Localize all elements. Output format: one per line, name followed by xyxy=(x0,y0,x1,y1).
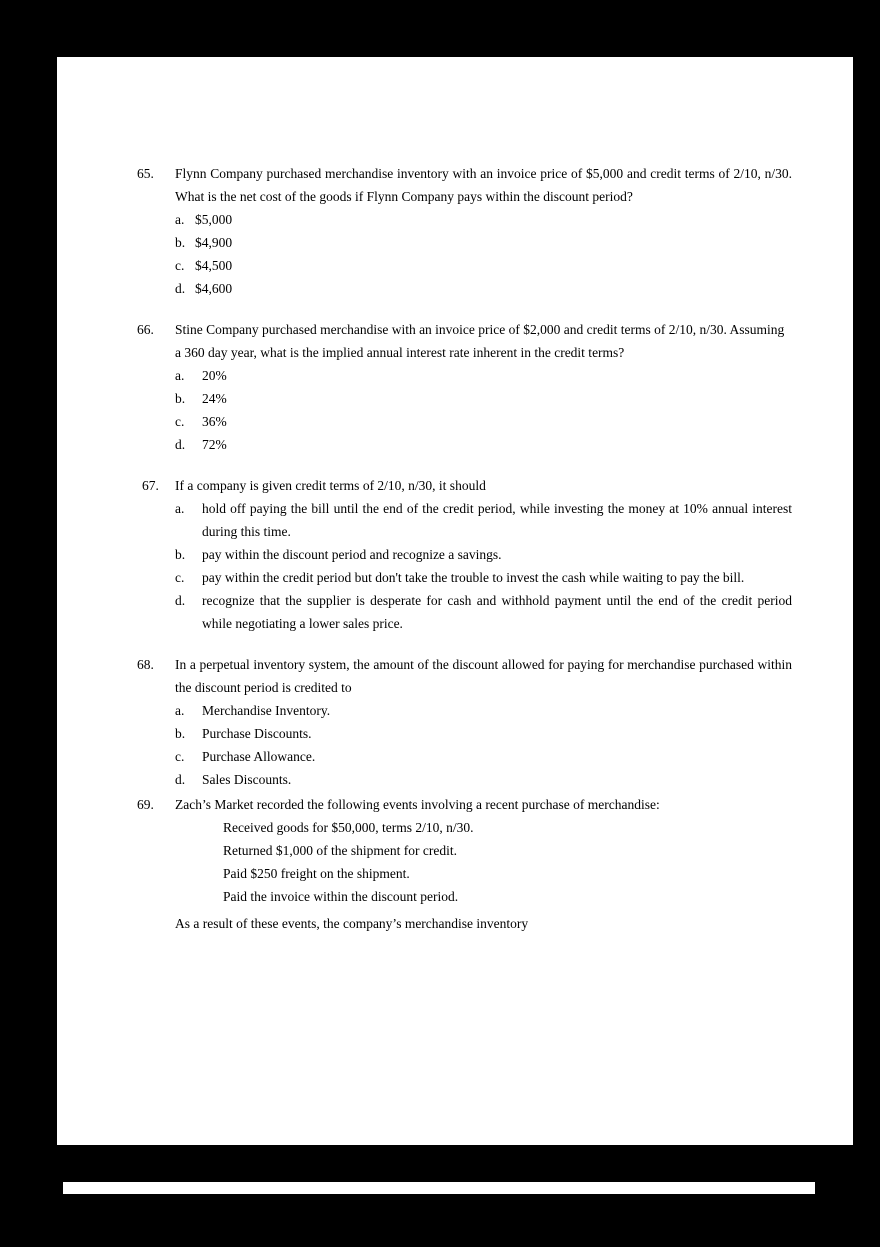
choice-text: $4,500 xyxy=(195,258,233,273)
choice-text: 72% xyxy=(202,437,227,452)
question-66 xyxy=(137,318,792,456)
event-item: Paid $250 freight on the shipment. xyxy=(223,866,410,881)
choice-item[interactable] xyxy=(175,387,792,410)
choice-list xyxy=(175,699,792,791)
question-body xyxy=(175,318,792,456)
choice-text: 24% xyxy=(202,391,227,406)
choice-letter: a. xyxy=(175,501,185,516)
choice-list xyxy=(175,208,792,300)
choice-item[interactable] xyxy=(175,543,792,566)
choice-letter: d. xyxy=(175,281,186,296)
choice-list xyxy=(175,497,792,635)
question-number: 67. xyxy=(142,478,159,493)
event-item: Paid the invoice within the discount period. xyxy=(223,889,459,904)
question-stem: Zach’s Market recorded the following events involving a recent purchase of merchandise: xyxy=(175,797,660,812)
choice-item[interactable] xyxy=(175,208,792,231)
event-item: Received goods for $50,000, terms 2/10, n/30. xyxy=(223,820,474,835)
choice-text: Purchase Allowance. xyxy=(202,749,316,764)
choice-item[interactable] xyxy=(175,497,792,543)
choice-letter: a. xyxy=(175,703,185,718)
choice-item[interactable] xyxy=(175,745,792,768)
choice-text: Sales Discounts. xyxy=(202,772,292,787)
document-page xyxy=(57,57,853,1145)
choice-text: $5,000 xyxy=(195,212,233,227)
choice-item[interactable] xyxy=(175,364,792,387)
spacer xyxy=(137,637,792,653)
choice-letter: c. xyxy=(175,414,185,429)
choice-letter: a. xyxy=(175,368,185,383)
question-65 xyxy=(137,162,792,300)
choice-text: 20% xyxy=(202,368,227,383)
choice-letter: b. xyxy=(175,391,186,406)
question-69 xyxy=(137,793,792,935)
choice-letter: c. xyxy=(175,749,185,764)
spacer xyxy=(137,302,792,318)
question-stem: Flynn Company purchased merchandise inventory with an invoice price of $5,000 and credit terms of 2/10, n/30. What is the net cost of the goods if Flynn Company pays within the discount period? xyxy=(175,166,792,204)
page-bottom-strip xyxy=(63,1182,815,1194)
choice-letter: c. xyxy=(175,258,185,273)
question-stem: If a company is given credit terms of 2/10, n/30, it should xyxy=(175,478,486,493)
choice-item[interactable] xyxy=(175,231,792,254)
choice-text: Purchase Discounts. xyxy=(202,726,312,741)
choice-item[interactable] xyxy=(175,254,792,277)
choice-item[interactable] xyxy=(175,722,792,745)
question-body xyxy=(175,653,792,791)
question-stem: Stine Company purchased merchandise with an invoice price of $2,000 and credit terms of 2/10, n/30. Assuming a 360 day year, what is the implied annual interest rate inherent in the credit terms? xyxy=(175,322,785,360)
choice-text: pay within the credit period but don't take the trouble to invest the cash while waiting to pay the bill. xyxy=(202,570,745,585)
choice-item[interactable] xyxy=(175,433,792,456)
choice-letter: b. xyxy=(175,547,186,562)
question-number: 69. xyxy=(137,797,154,812)
choice-text: recognize that the supplier is desperate for cash and withhold payment until the end of the credit period while negotiating a lower sales price. xyxy=(202,593,792,631)
choice-item[interactable] xyxy=(175,277,792,300)
question-68 xyxy=(137,653,792,791)
choice-letter: d. xyxy=(175,772,186,787)
choice-text: $4,600 xyxy=(195,281,233,296)
question-67 xyxy=(137,474,792,635)
question-body xyxy=(175,793,792,935)
choice-text: Merchandise Inventory. xyxy=(202,703,331,718)
choice-letter: d. xyxy=(175,437,186,452)
choice-text: pay within the discount period and recognize a savings. xyxy=(202,547,502,562)
choice-letter: c. xyxy=(175,570,185,585)
question-number: 68. xyxy=(137,657,154,672)
question-stem: In a perpetual inventory system, the amount of the discount allowed for paying for merchandise purchased within the discount period is credited to xyxy=(175,657,792,695)
choice-item[interactable] xyxy=(175,768,792,791)
question-number: 66. xyxy=(137,322,154,337)
choice-item[interactable] xyxy=(175,699,792,722)
choice-text: $4,900 xyxy=(195,235,233,250)
event-list xyxy=(175,816,792,908)
question-body xyxy=(175,474,792,635)
choice-text: hold off paying the bill until the end of the credit period, while investing the money at 10% annual interest during this time. xyxy=(202,501,792,539)
choice-list xyxy=(175,364,792,456)
choice-letter: b. xyxy=(175,235,186,250)
choice-item[interactable] xyxy=(175,589,792,635)
question-body xyxy=(175,162,792,300)
choice-text: 36% xyxy=(202,414,227,429)
question-closing-text: As a result of these events, the company’s merchandise inventory xyxy=(175,916,529,931)
choice-item[interactable] xyxy=(175,410,792,433)
document-content xyxy=(137,162,792,937)
spacer xyxy=(137,458,792,474)
choice-letter: d. xyxy=(175,593,186,608)
choice-letter: a. xyxy=(175,212,185,227)
event-item: Returned $1,000 of the shipment for credit. xyxy=(223,843,457,858)
choice-item[interactable] xyxy=(175,566,792,589)
choice-letter: b. xyxy=(175,726,186,741)
question-number: 65. xyxy=(137,166,154,181)
